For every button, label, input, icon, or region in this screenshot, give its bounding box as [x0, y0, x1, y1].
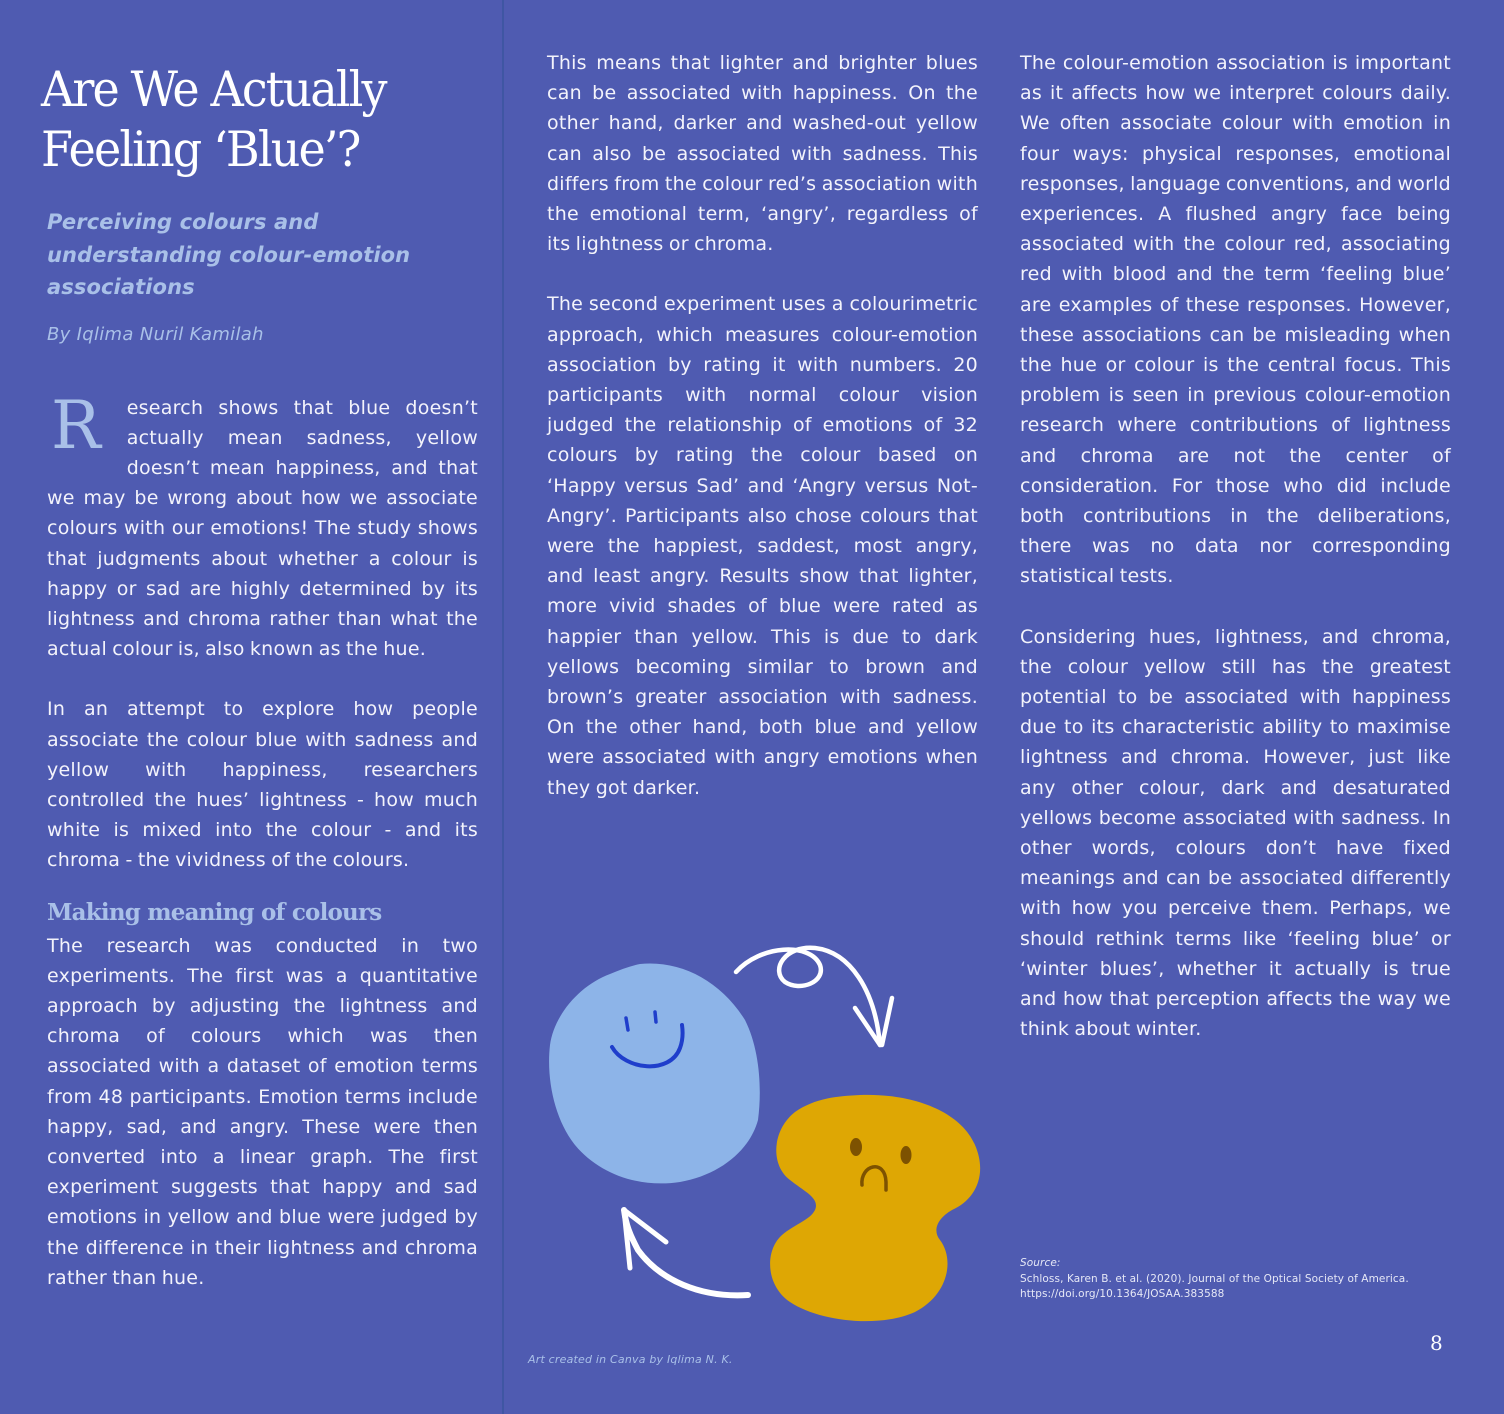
- frown-right-eye: [901, 1146, 912, 1164]
- blue-blob-shape: [549, 963, 760, 1183]
- curved-arrow-down-icon: [736, 948, 892, 1045]
- paragraph-gap: [1020, 592, 1451, 622]
- smile-left-eye: [626, 1018, 628, 1030]
- source-citation: [1020, 1256, 1460, 1303]
- arrow-down-shaft: [736, 948, 880, 1045]
- happy-blue-blob-icon: [549, 963, 760, 1183]
- illustration-caption: Art created in Canva by Iqlima N. K.: [528, 1353, 733, 1366]
- column-divider: [502, 0, 504, 1414]
- article-title: [41, 60, 452, 180]
- source-reference: Schloss, Karen B. et al. (2020). Journal of the Optical Society of America.: [1020, 1272, 1409, 1285]
- sad-yellow-blob-icon: [770, 1095, 980, 1321]
- intro-section: [47, 386, 478, 665]
- author-byline: By Iqlima Nuril Kamilah: [47, 323, 264, 345]
- column-2: [547, 48, 978, 803]
- section-heading: Making meaning of colours: [47, 898, 382, 926]
- article-subtitle: Perceiving colours and understanding colour-emotion associations: [47, 210, 411, 299]
- title-line-1: Are We Actually: [41, 61, 386, 118]
- curved-arrow-up-icon: [624, 1210, 748, 1295]
- column-3: [1020, 48, 1451, 1045]
- arrow-up-head-left: [624, 1210, 630, 1268]
- yellow-blob-shape: [770, 1095, 980, 1321]
- paragraph-lightness-chroma: In an attempt to explore how people associate the colour blue with sadness and yellow with happiness, researchers controlled the hues’ lightness - how much white is mixed into the colour - and its chroma - the vividness of the colours.: [47, 698, 478, 872]
- title-line-2: Feeling ‘Blue’?: [41, 121, 360, 178]
- paragraph-conclusion: Considering hues, lightness, and chroma, the colour yellow still has the greatest potential to be associated with happiness due to its characteristic ability to maximise lightness and chroma. However, just like any other colour, dark and desaturated yellows become associated with sadness. In other words, colours don’t have fixed meanings and can be associated differently with how you perceive them. Perhaps, we should rethink terms like ‘feeling blue’ or ‘winter blues’, whether it actually is true and how that perception affects the way we think about winter.: [1020, 625, 1451, 1041]
- paragraph-experiment-two: The second experiment uses a colourimetric approach, which measures colour-emotion association by rating it with numbers. 20 participants with normal colour vision judged the relationship of emotions of 32 colours by rating the colour based on ‘Happy versus Sad’ and ‘Angry versus Not-Angry’. Participants also chose colours that were the happiest, saddest, most angry, and least angry. Results show that lighter, more vivid shades of blue were rated as happier than yellow. This is due to dark yellows becoming similar to brown and brown’s greater association with sadness. On the other hand, both blue and yellow were associated with angry emotions when they got darker.: [547, 293, 978, 799]
- paragraph-association-importance: The colour-emotion association is important as it affects how we interpret colours daily. We often associate colour with emotion in four ways: physical responses, emotional responses, language conventions, and world experiences. A flushed angry face being associated with the colour red, associating red with blood and the term ‘feeling blue’ are examples of these responses. However, these associations can be misleading when the hue or colour is the central focus. This problem is seen in previous colour-emotion research where contributions of lightness and chroma are not the center of consideration. For those who did include both contributions in the deliberations, there was no data nor corresponding statistical tests.: [1020, 52, 1451, 588]
- paragraph-gap: [547, 259, 978, 289]
- intro-paragraph: esearch shows that blue doesn’t actually mean sadness, yellow doesn’t mean happiness, and that we may be wrong about how we associate colours with our emotions! The study shows that judgments about whether a colour is happy or sad are highly determined by its lightness and chroma rather than what the actual colour is, also known as the hue.: [47, 396, 478, 661]
- illustration: [520, 930, 1000, 1350]
- paragraph-experiment-one: The research was conducted in two experiments. The first was a quantitative approach by adjusting the lightness and chroma of colours which was then associated with a dataset of emotion terms from 48 participants. Emotion terms include happy, sad, and angry. These were then converted into a linear graph. The first experiment suggests that happy and sad emotions in yellow and blue were judged by the difference in their lightness and chroma rather than hue.: [47, 934, 478, 1289]
- smile-right-eye: [655, 1012, 656, 1022]
- drop-cap: R: [51, 386, 101, 464]
- source-doi-link[interactable]: https://doi.org/10.1364/JOSAA.383588: [1020, 1288, 1225, 1300]
- paragraph-gap: [47, 664, 478, 694]
- paragraph-lighter-blues: This means that lighter and brighter blues can be associated with happiness. On the other hand, darker and washed-out yellow can also be associated with sadness. This differs from the colour red’s association with the emotional term, ‘angry’, regardless of its lightness or chroma.: [547, 52, 978, 256]
- page-number: 8: [1430, 1331, 1443, 1355]
- source-label: Source:: [1020, 1257, 1061, 1269]
- arrow-down-head-right: [882, 998, 892, 1045]
- frown-left-eye: [850, 1138, 862, 1156]
- column-1: [41, 60, 478, 1293]
